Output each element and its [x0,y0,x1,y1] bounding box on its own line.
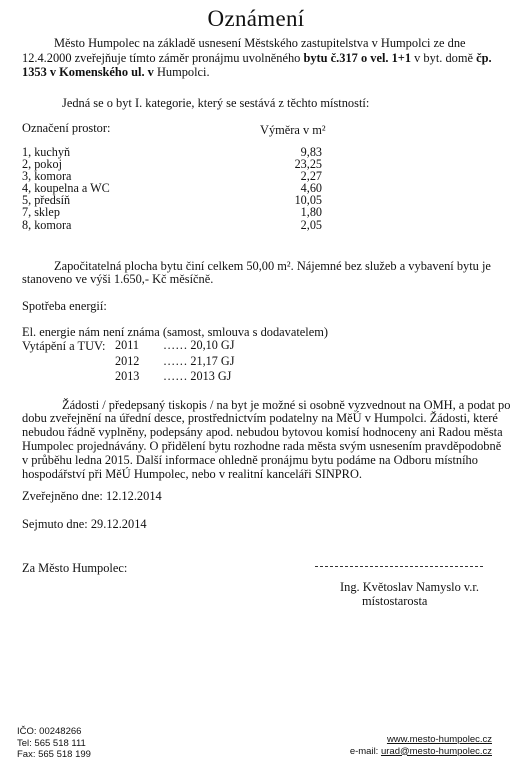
room-area: 4,60 [300,181,322,196]
signatory-role: místostarosta [362,594,428,608]
address: 1353 v Komenského ul. v [22,65,154,79]
room-row [22,146,322,158]
applications-paragraph [62,398,510,412]
applications-paragraph-cont [22,411,503,481]
applications-line: Humpolec projednávány. O přidělení bytu rozhodne rada města svým usnesením pravděpodobně [22,439,502,453]
intro-line: 12.4.2000 zveřejňuje tímto záměr pronájmu uvolněného bytu č.317 o vel. 1+1 v byt. domě čp. [22,51,492,65]
area-total-paragraph-cont [22,272,213,286]
website-link[interactable]: www.mesto-humpolec.cz [386,734,492,745]
rooms-header-name: Označení prostor: [22,121,111,135]
removed-date: Sejmuto dne: 29.12.2014 [22,517,147,531]
footer-tel: Tel: 565 518 111 [17,737,86,749]
footer-web [350,734,492,757]
heating-row [115,369,234,385]
heating-table [115,338,234,385]
applications-line: nebudou řádně vyplněny, podepsány apod. nebudou bytovou komisí hodnoceny ani Radou města [22,425,503,439]
room-row [22,194,322,206]
heating-label: Vytápění a TUV: [22,339,106,353]
room-area: 1,80 [300,205,322,220]
heating-row [115,338,234,354]
room-area: 2,27 [300,169,322,184]
heating-year: 2011 [115,338,139,352]
signatory-name: Ing. Květoslav Namyslo v.r. [340,580,479,594]
room-name: 8, komora [22,217,72,232]
rooms-header-area: Výměra v m² [260,123,326,137]
footer-ico: IČO: 00248266 [17,726,82,737]
room-name: 2, pokoj [22,157,62,172]
heating-row [115,354,234,370]
category-sentence: Jedná se o byt I. kategorie, který se sestává z těchto místností: [62,96,370,110]
room-area: 2,05 [300,217,322,232]
intro-paragraph [54,36,466,50]
flat-id: bytu č.317 o vel. 1+1 [303,51,412,65]
room-name: 4, koupelna a WC [22,181,110,196]
room-area: 9,83 [300,145,322,159]
signature-line [315,566,483,567]
room-name: 3, komora [22,169,72,184]
published-date: Zveřejněno dne: 12.12.2014 [22,489,162,503]
room-row [22,219,322,231]
room-name: 7, sklep [22,205,60,220]
email-link[interactable]: urad@mesto-humpolec.cz [380,745,492,757]
applications-line: hospodářství při MěÚ Humpolec, nebo v realitní kanceláři SINPRO. [22,467,362,481]
intro-line: 1353 v Komenského ul. v Humpolci. [22,65,210,79]
room-area: 23,25 [294,157,322,172]
page-title: Oznámení [207,6,305,31]
heating-year: 2013 [115,369,140,383]
footer-contacts [17,726,91,761]
heating-value: …… 21,17 GJ [163,353,235,368]
applications-line: Žádosti / předepsaný tiskopis / na byt je možné si osobně vyzvednout na OMH, a podat po [62,398,511,412]
electricity-line: El. energie nám není známa (samost, smlouva s dodavatelem) [22,325,329,339]
intro-line: Město Humpolec na základě usnesení Městského zastupitelstva v Humpolci ze dne [54,36,466,50]
heating-value: …… 2013 GJ [163,369,232,383]
email-line: e-mail: urad@mesto-humpolec.cz [349,745,492,757]
area-total-line: Započitatelná plocha bytu činí celkem 50,00 m². Nájemné bez služeb a vybavení bytu je [54,259,491,273]
applications-line: dobu zveřejnění na úřední desce, prostřednictvím podatelny na MěÚ v Humpolci. Žádosti, které [22,411,498,425]
heating-year: 2012 [115,353,140,368]
signoff-label: Za Město Humpolec: [22,561,128,575]
area-total-paragraph [54,259,491,273]
rooms-table [22,146,322,231]
area-total-line: stanoveno ve výši 1.650,- Kč měsíčně. [22,272,214,286]
room-area: 10,05 [294,193,322,208]
room-name: 1, kuchyň [22,145,71,159]
room-row [22,206,322,218]
footer-fax: Fax: 565 518 199 [17,749,91,761]
room-name: 5, předsíň [22,193,71,208]
applications-line: v průběhu ledna 2015. Další informace ohledně pronájmu bytu podáme na Odboru místního [22,453,478,467]
intro-paragraph-cont [22,51,492,79]
heating-value: …… 20,10 GJ [163,338,235,352]
energy-heading: Spotřeba energií: [22,299,107,313]
